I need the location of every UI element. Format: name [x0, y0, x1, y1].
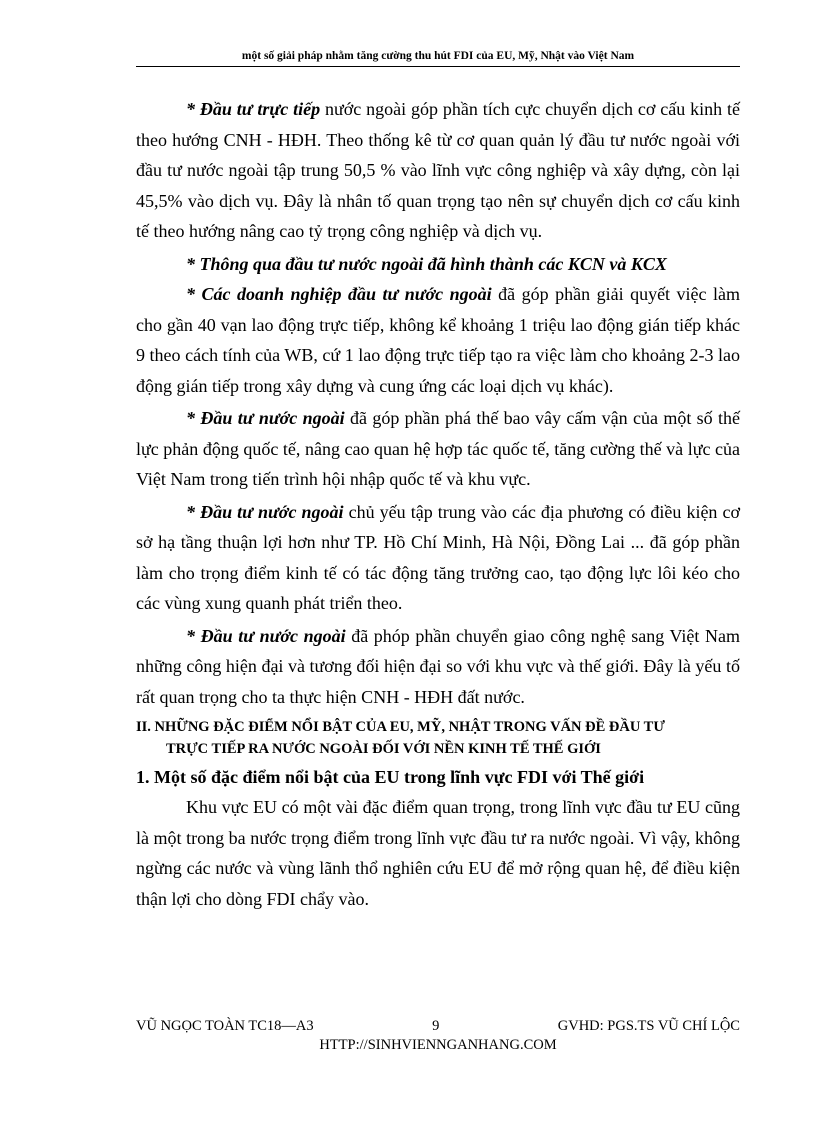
paragraph-industrial-zones [136, 249, 740, 280]
paragraph-regional-growth [136, 497, 740, 619]
paragraph-international-relations [136, 403, 740, 495]
page-body [136, 94, 740, 914]
footer-advisor: GVHD: PGS.TS VŨ CHÍ LỘC [557, 1018, 740, 1034]
section-heading [136, 716, 740, 760]
paragraph-direct-investment [136, 94, 740, 247]
paragraph-lead: * Thông qua đầu tư nước ngoài đã hình thành các KCN và KCX [186, 253, 667, 274]
paragraph-lead: * Đầu tư nước ngoài [186, 501, 344, 522]
paragraph-text: chủ yếu tập trung vào các địa phương có điều kiện cơ sở hạ tầng thuận lợi hơn như TP. Hồ Chí Minh, Hà Nội, Đồng Lai ... đã góp phần làm cho trọng điểm kinh tế có tác động tăng trưởng cao, tạo động lực lôi kéo cho các vùng xung quanh phát triển theo. [136, 501, 741, 613]
paragraph-technology-transfer [136, 621, 740, 713]
paragraph-text: đã góp phần giải quyết việc làm cho gần 40 vạn lao động trực tiếp, không kể khoảng 1 triệu lao động gián tiếp khác 9 theo cách tính của WB, cứ 1 lao động trực tiếp tạo ra việc làm cho khoảng 2-3 lao động gián tiếp trong xây dựng và cung ứng các loại dịch vụ khác). [136, 284, 740, 396]
subsection-heading: 1. Một số đặc điểm nổi bật của EU trong lĩnh vực FDI với Thế giới [136, 767, 645, 787]
page-number: 9 [432, 1018, 440, 1034]
paragraph-lead: * Đầu tư nước ngoài [186, 625, 346, 646]
footer-author: VŨ NGỌC TOÀN TC18—A3 [136, 1018, 314, 1034]
paragraph-lead: * Đầu tư nước ngoài [186, 408, 345, 428]
paragraph-text: đã góp phần phá thế bao vây cấm vận của một số thế lực phản động quốc tế, nâng cao quan hệ hợp tác quốc tế, tăng cường thế và lực của Việt Nam trong tiến trình hội nhập quốc tế và khu vực. [136, 408, 741, 489]
paragraph-employment [136, 279, 740, 401]
paragraph-text: nước ngoài góp phần tích cực chuyển dịch cơ cấu kinh tế theo hướng CNH - HĐH. Theo thống kê từ cơ quan quản lý đầu tư nước ngoài với đầu tư nước ngoài tập trung 50,5 % vào lĩnh vực công nghiệp và xây dựng, còn lại 45,5% vào dịch vụ. Đây là nhân tố quan trọng tạo nên sự chuyển dịch cơ cấu kinh tế theo hướng nâng cao tỷ trọng công nghiệp và dịch vụ. [136, 99, 740, 241]
paragraph-lead: * Các doanh nghiệp đầu tư nước ngoài [186, 284, 492, 304]
footer-url: HTTP://SINHVIENNGANHANG.COM [319, 1037, 557, 1053]
header-rule [136, 66, 740, 67]
section-heading-line-1: II. NHỮNG ĐẶC ĐIỂM NỔI BẬT CỦA EU, MỸ, NHẬT TRONG VẤN ĐỀ ĐẦU TƯ [136, 719, 665, 735]
paragraph-text: đã phóp phần chuyển giao công nghệ sang Việt Nam những công hiện đại và tương đối hiện đại so với khu vực và thế giới. Đây là yếu tố rất quan trọng cho ta thực hiện CNH - HĐH đất nước. [136, 625, 740, 707]
paragraph-eu-overview: Khu vực EU có một vài đặc điểm quan trọng, trong lĩnh vực đầu tư EU cũng là một trong ba nước trọng điểm trong lĩnh vực đầu tư ra nước ngoài. Vì vậy, không ngừng các nước và vùng lãnh thổ nghiên cứu EU để mở rộng quan hệ, để điều kiện thận lợi cho dòng FDI chẩy vào. [136, 797, 740, 909]
paragraph-lead: * Đầu tư trực tiếp [186, 99, 321, 119]
running-header: một số giải pháp nhằm tăng cường thu hút FDI của EU, Mỹ, Nhật vào Việt Nam [241, 50, 635, 62]
page-footer [136, 1018, 740, 1054]
section-heading-line-2: TRỰC TIẾP RA NƯỚC NGOÀI ĐỐI VỚI NỀN KINH TẾ THẾ GIỚI [166, 741, 601, 757]
